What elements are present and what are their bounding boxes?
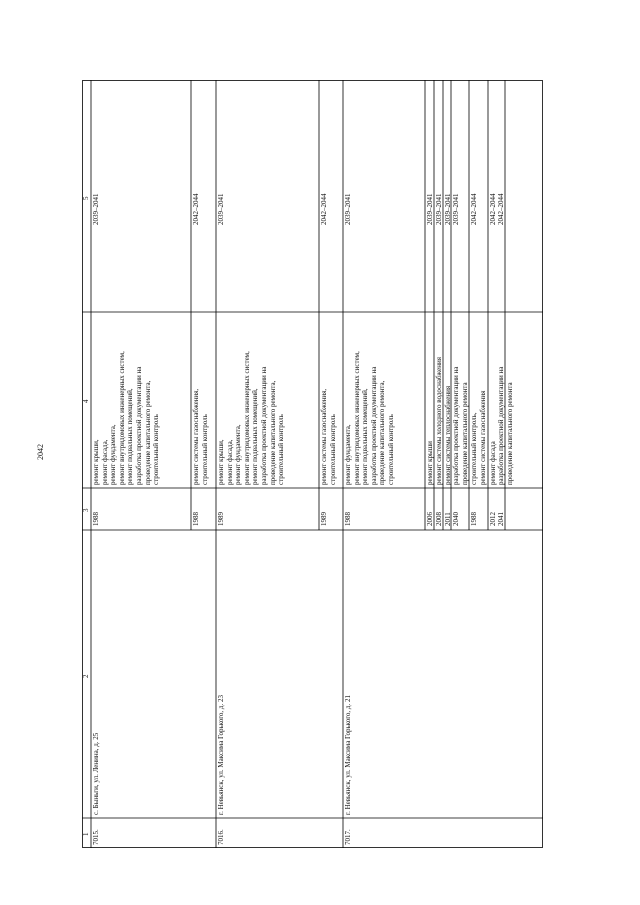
page-number: 2042 [36, 444, 45, 460]
capital-repair-table: 1 2 3 4 5 7015. с. Быньги, ул. Ленина, д. 25 1988 ремонт крыши, ремонт фасада, ремонт фундамента, ремонт внутридомовых инженерных систем, ремонт подвальных помещений, разработка проектной документации на проведение капитального ремонта, строительный контроль 2039–2041 1988 ремонт системы газоснабжения, строительный контроль 2042–2044 7016. г. Невьянск, ул. Максима Горького, д. 23 1989 ремонт крыши, ремонт фасада, ремонт фундамента, ремонт внутридомовых инженерных систем, ремонт подвальных помещений, разработка проектной документации на проведение капитального ремонта, строительный контроль 2039–2041 1989 ремонт системы газоснабжения, строительный контроль 2042–2044 7017. г. Невьянск, ул. Максима Горького, д. 21 1988 ремонт фундамента, ремонт внутридомовых инженерных систем, ремонт подвальных помещений, разработка проектной документации на проведение капитального ремонта, строительный контроль 2039–2041 2006 ремонт крыши 2039–2041 2008 ремонт системы холодного водоснабжения 2039–2041 2011 ремонт системы теплоснабжения 2039–2041 2040 разработка проектной документации на проведение капитального ремонта 2039–2041 1988 строительный контроль, ремонт системы газоснабжения 2042–2044 2012 ремонт фасада 2042–2044 2041 разработка проектной документации на проведение капитального ремонта 2042–2044 [82, 80, 543, 848]
